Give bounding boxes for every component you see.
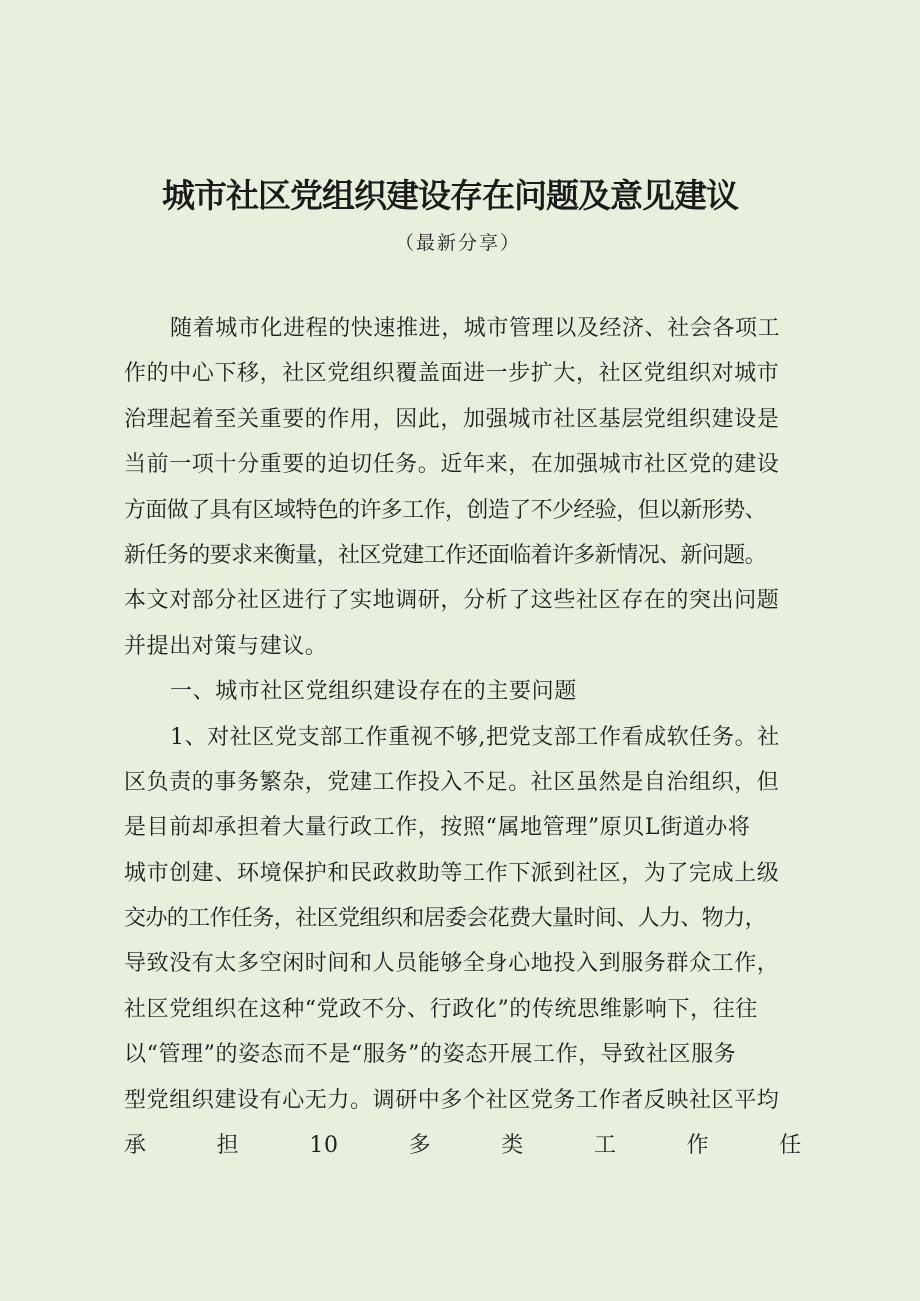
paragraph-line: 治理起着至关重要的作用，因此，加强城市社区基层党组织建设是: [124, 406, 780, 432]
paragraph-line: 新任务的要求来衡量，社区党建工作还面临着许多新情况、新问题。: [124, 542, 767, 568]
word: 多: [408, 1133, 432, 1159]
section-heading: 一、城市社区党组织建设存在的主要问题: [170, 679, 577, 705]
document-title: 城市社区党组织建设存在问题及意见建议: [162, 176, 738, 215]
document-body: [124, 306, 804, 1168]
paragraph-line: 随着城市化进程的快速推进，城市管理以及经济、社会各项工: [170, 316, 781, 341]
word: 任: [779, 1133, 802, 1159]
word: 承: [124, 1133, 147, 1159]
word: 10: [309, 1133, 339, 1159]
paragraph-line: 本文对部分社区进行了实地调研，分析了这些社区存在的突出问题: [124, 588, 780, 614]
paragraph-line: 当前一项十分重要的迫切任务。近年来，在加强城市社区党的建设: [124, 452, 780, 478]
justified-last-line: [124, 1123, 802, 1168]
paragraph-line: 并提出对策与建议。: [124, 633, 328, 659]
paragraph-line: 以“管理”的姿态而不是“服务”的姿态开展工作，导致社区服务: [124, 1042, 737, 1068]
document-subtitle: （最新分享）: [394, 232, 521, 254]
paragraph-line: 方面做了具有区域特色的许多工作，创造了不少经验，但以新形势、: [124, 497, 767, 523]
word: 类: [501, 1133, 524, 1159]
paragraph-line: 区负责的事务繁杂，党建工作投入不足。社区虽然是自治组织，但: [124, 769, 780, 795]
paragraph-line: 社区党组织在这种“党政不分、行政化”的传统思维影响下，往往: [124, 996, 758, 1022]
paragraph-line: 作的中心下移，社区党组织覆盖面进一步扩大，社区党组织对城市: [124, 361, 780, 387]
paragraph-line: 交办的工作任务，社区党组织和居委会花费大量时间、人力、物力，: [124, 906, 767, 932]
word: 工: [593, 1133, 617, 1159]
paragraph-line: 导致没有太多空闲时间和人员能够全身心地投入到服务群众工作，: [124, 951, 780, 977]
paragraph-line: 1、对社区党支部工作重视不够,把党支部工作看成软任务。社: [170, 724, 780, 750]
word: 作: [686, 1133, 710, 1159]
paragraph-line: 城市创建、环境保护和民政救助等工作下派到社区，为了完成上级: [124, 860, 780, 886]
paragraph-line: 是目前却承担着大量行政工作，按照“属地管理”原贝L街道办将: [124, 815, 751, 841]
word: 担: [216, 1133, 240, 1159]
paragraph-line: 型党组织建设有心无力。调研中多个社区党务工作者反映社区平均: [124, 1087, 780, 1113]
